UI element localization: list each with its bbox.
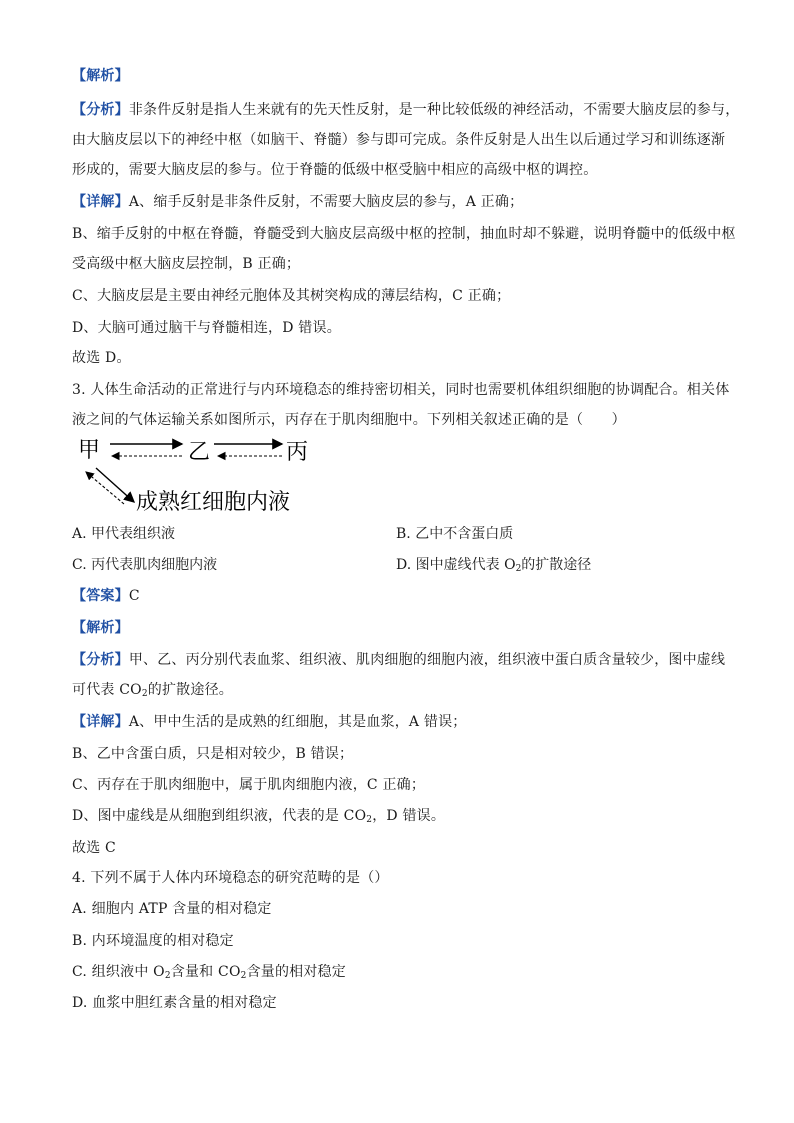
analysis-line-2: 由大脑皮层以下的神经中枢（如脑干、脊髓）参与即可完成。条件反射是人出生以后通过学习和训练逐渐 bbox=[72, 132, 726, 148]
conclusion-1: 故选 D。 bbox=[72, 350, 131, 366]
q3-detail-line-3: C、丙存在于肌肉细胞中，属于肌肉细胞内液，C 正确； bbox=[72, 777, 426, 793]
q4-option-c-p1: C. 组织液中 O bbox=[72, 964, 165, 980]
analysis-tag: 【分析】 bbox=[72, 102, 129, 118]
jiexi-label: 【解析】 bbox=[72, 68, 129, 84]
node-rbc: 成熟红细胞内液 bbox=[136, 490, 291, 515]
detail-text-1: A、缩手反射是非条件反射，不需要大脑皮层的参与，A 正确； bbox=[128, 194, 524, 210]
q4-option-d: D. 血浆中胆红素含量的相对稳定 bbox=[72, 995, 277, 1011]
q4-option-c-s1: 2 bbox=[164, 971, 171, 981]
detail-line-5: D、大脑可通过脑干与脊髓相连，D 错误。 bbox=[72, 320, 341, 336]
q3-option-d bbox=[396, 555, 591, 579]
q3-option-d-prefix: D. 图中虚线代表 O bbox=[396, 557, 516, 573]
q3-detail-line-1 bbox=[72, 712, 732, 732]
node-jia: 甲 bbox=[78, 438, 101, 463]
q4-option-c-p2: 含量和 CO bbox=[170, 964, 241, 980]
q3-analysis-l2-prefix: 可代表 CO bbox=[72, 682, 142, 698]
detail-line-1 bbox=[72, 192, 732, 212]
q4-option-c bbox=[72, 962, 732, 986]
detail-line-2: B、缩手反射的中枢在脊髓，脊髓受到大脑皮层高级中枢的控制，抽血时却不躲避，说明脊髓中的低级中枢 bbox=[72, 226, 736, 242]
detail-line-4: C、大脑皮层是主要由神经元胞体及其树突构成的薄层结构，C 正确； bbox=[72, 288, 511, 304]
q3-detail-text-1: A、甲中生活的是成熟的红细胞，其是血浆，A 错误； bbox=[128, 714, 467, 730]
answer-tag: 【答案】 bbox=[72, 588, 129, 604]
q3-option-c: C. 丙代表肌肉细胞内液 bbox=[72, 557, 218, 573]
q3-answer: C bbox=[128, 588, 140, 604]
q3-analysis-tag: 【分析】 bbox=[72, 652, 129, 668]
analysis-line-1 bbox=[72, 100, 740, 120]
q3-detail-line-2: B、乙中含蛋白质，只是相对较少，B 错误； bbox=[72, 746, 354, 762]
q3-option-a: A. 甲代表组织液 bbox=[72, 526, 176, 542]
analysis-text-1: 非条件反射是指人生来就有的先天性反射，是一种比较低级的神经活动，不需要大脑皮层的参与， bbox=[128, 102, 740, 118]
detail-tag: 【详解】 bbox=[72, 194, 129, 210]
q3-option-d-suffix: 的扩散途径 bbox=[521, 557, 592, 573]
q3-detail-l4-prefix: D、图中虚线是从细胞到组织液，代表的是 CO bbox=[72, 808, 367, 824]
q3-detail-l4-suffix: ，D 错误。 bbox=[372, 808, 446, 824]
q4-option-c-s2: 2 bbox=[240, 971, 247, 981]
analysis-line-3: 形成的，需要大脑皮层的参与。位于脊髓的低级中枢受脑中相应的高级中枢的调控。 bbox=[72, 162, 598, 178]
detail-line-3: 受高级中枢大脑皮层控制，B 正确； bbox=[72, 256, 301, 272]
q4-option-a: A. 细胞内 ATP 含量的相对稳定 bbox=[72, 901, 272, 917]
q3-analysis-line-1 bbox=[72, 650, 732, 670]
q3-stem-line-2: 液之间的气体运输关系如图所示，丙存在于肌肉细胞中。下列相关叙述正确的是（ ） bbox=[72, 412, 626, 428]
q4-option-b: B. 内环境温度的相对稳定 bbox=[72, 933, 234, 949]
q3-analysis-l2-suffix: 的扩散途径。 bbox=[147, 682, 233, 698]
q4-option-c-p3: 含量的相对稳定 bbox=[246, 964, 346, 980]
q3-analysis-line-2 bbox=[72, 680, 732, 704]
q3-stem-line-1: 3. 人体生命活动的正常进行与内环境稳态的维持密切相关，同时也需要机体组织细胞的协调配合。相关体 bbox=[72, 382, 730, 398]
q3-detail-l4-sub: 2 bbox=[366, 815, 373, 825]
q3-jiexi-label: 【解析】 bbox=[72, 620, 129, 636]
q3-conclusion: 故选 C bbox=[72, 840, 116, 856]
q3-analysis-text-1: 甲、乙、丙分别代表血浆、组织液、肌肉细胞的细胞内液，组织液中蛋白质含量较少，图中虚线 bbox=[128, 652, 726, 668]
node-yi: 乙 bbox=[188, 440, 211, 465]
q3-option-d-sub: 2 bbox=[515, 564, 522, 574]
q3-detail-tag: 【详解】 bbox=[72, 714, 129, 730]
node-bing: 丙 bbox=[286, 440, 309, 465]
q3-analysis-l2-sub: 2 bbox=[141, 689, 148, 699]
q3-option-b: B. 乙中不含蛋白质 bbox=[396, 526, 514, 542]
q3-answer-line bbox=[72, 586, 732, 606]
gas-transport-diagram bbox=[78, 432, 418, 524]
diagram-arrows bbox=[78, 432, 418, 524]
q4-stem: 4. 下列不属于人体内环境稳态的研究范畴的是（） bbox=[72, 870, 389, 886]
q3-detail-line-4 bbox=[72, 806, 732, 830]
